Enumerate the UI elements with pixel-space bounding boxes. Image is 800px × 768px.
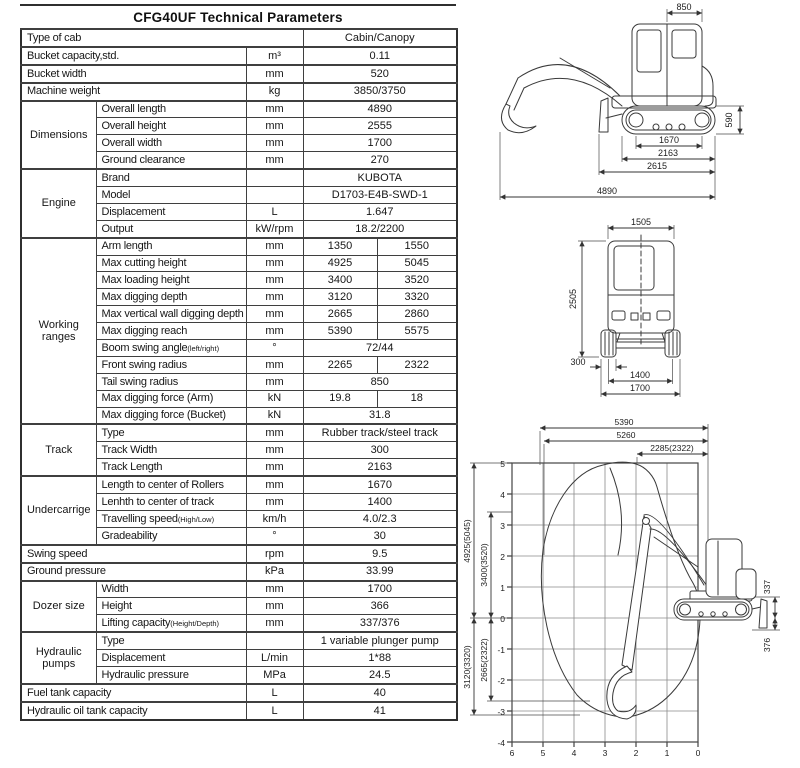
param-label: Width [96, 581, 246, 598]
unit-cell: mm [246, 323, 303, 340]
param-label: Type of cab [21, 29, 303, 47]
value-cell: 18 [377, 390, 457, 407]
unit-cell: mm [246, 152, 303, 169]
table-row [21, 581, 457, 598]
rear-view-drawing [540, 215, 800, 415]
x-tick: 3 [602, 748, 608, 758]
y-tick: 2 [500, 552, 505, 562]
param-label-sub: (Height/Depth) [170, 619, 220, 629]
unit-cell: mm [246, 356, 303, 373]
param-label: Type [96, 424, 246, 441]
group-cell: Hydraulic pumps [21, 632, 96, 684]
dim-4890-label: 4890 [596, 186, 618, 196]
value-cell: 4890 [303, 101, 457, 118]
param-label: Tail swing radius [96, 373, 246, 390]
unit-cell: MPa [246, 666, 303, 683]
spec-sheet [20, 4, 456, 721]
value-cell: 1400 [303, 494, 457, 511]
table-row [21, 632, 457, 649]
param-label: Max vertical wall digging depth [96, 306, 246, 323]
value-cell: 337/376 [303, 615, 457, 632]
unit-cell: rpm [246, 545, 303, 563]
value-cell: 0.11 [303, 47, 457, 65]
dim-2665-label: 2665(2322) [479, 638, 489, 682]
table-row [21, 47, 457, 65]
unit-cell: mm [246, 442, 303, 459]
value-cell: 850 [303, 373, 457, 390]
value-cell: 3320 [377, 289, 457, 306]
param-label: Max cutting height [96, 255, 246, 272]
y-tick: 1 [500, 583, 505, 593]
y-tick: -2 [497, 676, 505, 686]
value-cell: 3520 [377, 272, 457, 289]
table-row [21, 684, 457, 702]
table-row [21, 563, 457, 581]
dim-1400-label: 1400 [629, 370, 651, 380]
value-cell: 18.2/2200 [303, 220, 457, 237]
unit-cell: kN [246, 407, 303, 424]
value-cell: 41 [303, 702, 457, 720]
unit-cell: mm [246, 581, 303, 598]
param-label: Length to center of Rollers [96, 476, 246, 493]
param-label: Max digging force (Arm) [96, 390, 246, 407]
param-label: Bucket capacity,std. [21, 47, 246, 65]
unit-cell: L [246, 684, 303, 702]
side-extension-lines [500, 9, 744, 200]
value-cell: 40 [303, 684, 457, 702]
x-tick: 2 [633, 748, 639, 758]
value-cell: 4925 [303, 255, 377, 272]
value-cell: 300 [303, 442, 457, 459]
param-label: Brand [96, 169, 246, 186]
working-range-drawing [460, 415, 800, 768]
unit-cell: km/h [246, 510, 303, 527]
dim-2615-label: 2615 [646, 161, 668, 171]
x-tick: 0 [695, 748, 701, 758]
value-cell: KUBOTA [303, 169, 457, 186]
y-tick: 3 [500, 521, 505, 531]
working-envelope [541, 462, 700, 717]
param-label: Displacement [96, 203, 246, 220]
dim-5260-label: 5260 [616, 430, 636, 440]
table-row [21, 238, 457, 255]
param-label: Bucket width [21, 65, 246, 83]
dim-300-label: 300 [570, 357, 586, 367]
dim-5390-label: 5390 [614, 417, 634, 427]
param-label: Machine weight [21, 83, 246, 101]
value-cell: Cabin/Canopy [303, 29, 457, 47]
value-cell: 19.8 [303, 390, 377, 407]
param-label [96, 340, 246, 357]
range-grid [507, 463, 698, 747]
side-dimension-lines [500, 13, 740, 197]
value-cell: 24.5 [303, 666, 457, 683]
unit-cell [246, 632, 303, 649]
unit-cell: mm [246, 459, 303, 476]
dim-2505-label: 2505 [568, 288, 578, 310]
group-cell: Engine [21, 169, 96, 238]
value-cell: 2860 [377, 306, 457, 323]
unit-cell: ° [246, 527, 303, 544]
excavator-side-art [501, 24, 716, 134]
unit-cell: L/min [246, 650, 303, 667]
dim-337-label: 337 [762, 579, 772, 595]
dim-1670-label: 1670 [658, 135, 680, 145]
param-label: Overall height [96, 118, 246, 135]
dim-3120-label: 3120(3320) [462, 645, 472, 689]
excavator-range-art [607, 515, 767, 719]
value-cell: 1.647 [303, 203, 457, 220]
unit-cell: mm [246, 118, 303, 135]
unit-cell: kN [246, 390, 303, 407]
param-label: Hydraulic oil tank capacity [21, 702, 246, 720]
table-row [21, 476, 457, 493]
param-label: Ground clearance [96, 152, 246, 169]
x-tick: 5 [540, 748, 546, 758]
dim-590-label: 590 [724, 112, 734, 128]
group-cell: Track [21, 424, 96, 476]
table-row [21, 83, 457, 101]
value-cell: 1*88 [303, 650, 457, 667]
x-tick: 4 [571, 748, 577, 758]
unit-cell: m³ [246, 47, 303, 65]
value-cell: Rubber track/steel track [303, 424, 457, 441]
dim-376-label: 376 [762, 637, 772, 653]
value-cell: 1350 [303, 238, 377, 255]
param-label-text: Travelling speed [101, 512, 178, 525]
dim-850-label: 850 [676, 2, 692, 12]
value-cell: 1700 [303, 581, 457, 598]
param-label: Displacement [96, 650, 246, 667]
unit-cell: mm [246, 424, 303, 441]
param-label: Overall width [96, 135, 246, 152]
value-cell: 1 variable plunger pump [303, 632, 457, 649]
unit-cell: kW/rpm [246, 220, 303, 237]
y-axis-ticks [497, 459, 505, 748]
table-row [21, 101, 457, 118]
param-label: Swing speed [21, 545, 246, 563]
table-row [21, 424, 457, 441]
value-cell: 5575 [377, 323, 457, 340]
value-cell: 366 [303, 598, 457, 615]
unit-cell: mm [246, 373, 303, 390]
unit-cell: mm [246, 494, 303, 511]
y-tick: -1 [497, 645, 505, 655]
unit-cell: kg [246, 83, 303, 101]
dim-3400-label: 3400(3520) [479, 543, 489, 587]
param-label-text: Lifting capacity [101, 617, 171, 630]
value-cell: 2163 [303, 459, 457, 476]
unit-cell: mm [246, 135, 303, 152]
dim-4925-label: 4925(5045) [462, 519, 472, 563]
x-tick: 6 [509, 748, 515, 758]
spec-table-body [21, 29, 457, 720]
param-label-sub: (High/Low) [177, 514, 215, 524]
param-label: Model [96, 187, 246, 204]
y-tick: -4 [497, 738, 505, 748]
value-cell: D1703-E4B-SWD-1 [303, 187, 457, 204]
value-cell: 2265 [303, 356, 377, 373]
y-tick: 5 [500, 459, 505, 469]
param-label: Track Length [96, 459, 246, 476]
value-cell: 4.0/2.3 [303, 510, 457, 527]
x-axis-ticks [510, 748, 701, 758]
param-label: Max loading height [96, 272, 246, 289]
table-row [21, 169, 457, 186]
param-label-sub: (left/right) [187, 343, 220, 353]
value-cell: 1700 [303, 135, 457, 152]
param-label: Arm length [96, 238, 246, 255]
group-cell: Dimensions [21, 101, 96, 170]
value-cell: 33.99 [303, 563, 457, 581]
unit-cell: ° [246, 340, 303, 357]
value-cell: 520 [303, 65, 457, 83]
value-cell: 5390 [303, 323, 377, 340]
value-cell: 3120 [303, 289, 377, 306]
value-cell: 5045 [377, 255, 457, 272]
unit-cell: L [246, 203, 303, 220]
unit-cell: mm [246, 598, 303, 615]
param-label: Max digging reach [96, 323, 246, 340]
unit-cell: mm [246, 289, 303, 306]
value-cell: 2555 [303, 118, 457, 135]
spec-table [20, 28, 458, 721]
unit-cell: mm [246, 306, 303, 323]
param-label: Ground pressure [21, 563, 246, 581]
excavator-rear-art [601, 235, 680, 357]
dim-2285-label: 2285(2322) [650, 443, 694, 453]
value-cell: 2322 [377, 356, 457, 373]
value-cell: 2665 [303, 306, 377, 323]
unit-cell: mm [246, 476, 303, 493]
dim-1700-label: 1700 [629, 383, 651, 393]
unit-cell: L [246, 702, 303, 720]
value-cell: 1550 [377, 238, 457, 255]
table-row [21, 65, 457, 83]
page-title: CFG40UF Technical Parameters [20, 4, 456, 28]
x-tick: 1 [664, 748, 670, 758]
dim-2163-label: 2163 [657, 148, 679, 158]
group-cell: Working ranges [21, 238, 96, 425]
param-label: Gradeability [96, 527, 246, 544]
value-cell: 3400 [303, 272, 377, 289]
unit-cell: mm [246, 101, 303, 118]
unit-cell: mm [246, 255, 303, 272]
value-cell: 3850/3750 [303, 83, 457, 101]
param-label: Fuel tank capacity [21, 684, 246, 702]
value-cell: 9.5 [303, 545, 457, 563]
unit-cell: mm [246, 238, 303, 255]
param-label: Output [96, 220, 246, 237]
dim-1505-label: 1505 [630, 217, 652, 227]
value-cell: 31.8 [303, 407, 457, 424]
param-label-text: Boom swing angle [101, 341, 188, 354]
param-label: Type [96, 632, 246, 649]
value-cell: 270 [303, 152, 457, 169]
value-cell: 72/44 [303, 340, 457, 357]
unit-cell: kPa [246, 563, 303, 581]
value-cell: 1670 [303, 476, 457, 493]
table-row [21, 29, 457, 47]
unit-cell: mm [246, 65, 303, 83]
unit-cell [246, 187, 303, 204]
table-row [21, 545, 457, 563]
param-label: Lenhth to center of track [96, 494, 246, 511]
param-label: Track Width [96, 442, 246, 459]
param-label: Overall length [96, 101, 246, 118]
group-cell: Dozer size [21, 581, 96, 633]
param-label: Max digging force (Bucket) [96, 407, 246, 424]
value-cell: 30 [303, 527, 457, 544]
unit-cell [246, 169, 303, 186]
param-label [96, 615, 246, 632]
table-row [21, 702, 457, 720]
unit-cell: mm [246, 615, 303, 632]
y-tick: 0 [500, 614, 505, 624]
param-label: Front swing radius [96, 356, 246, 373]
param-label: Max digging depth [96, 289, 246, 306]
side-view-drawing [460, 0, 800, 225]
param-label: Hydraulic pressure [96, 666, 246, 683]
y-tick: 4 [500, 490, 505, 500]
unit-cell: mm [246, 272, 303, 289]
param-label: Height [96, 598, 246, 615]
param-label [96, 510, 246, 527]
y-tick: -3 [497, 707, 505, 717]
group-cell: Undercarrige [21, 476, 96, 545]
